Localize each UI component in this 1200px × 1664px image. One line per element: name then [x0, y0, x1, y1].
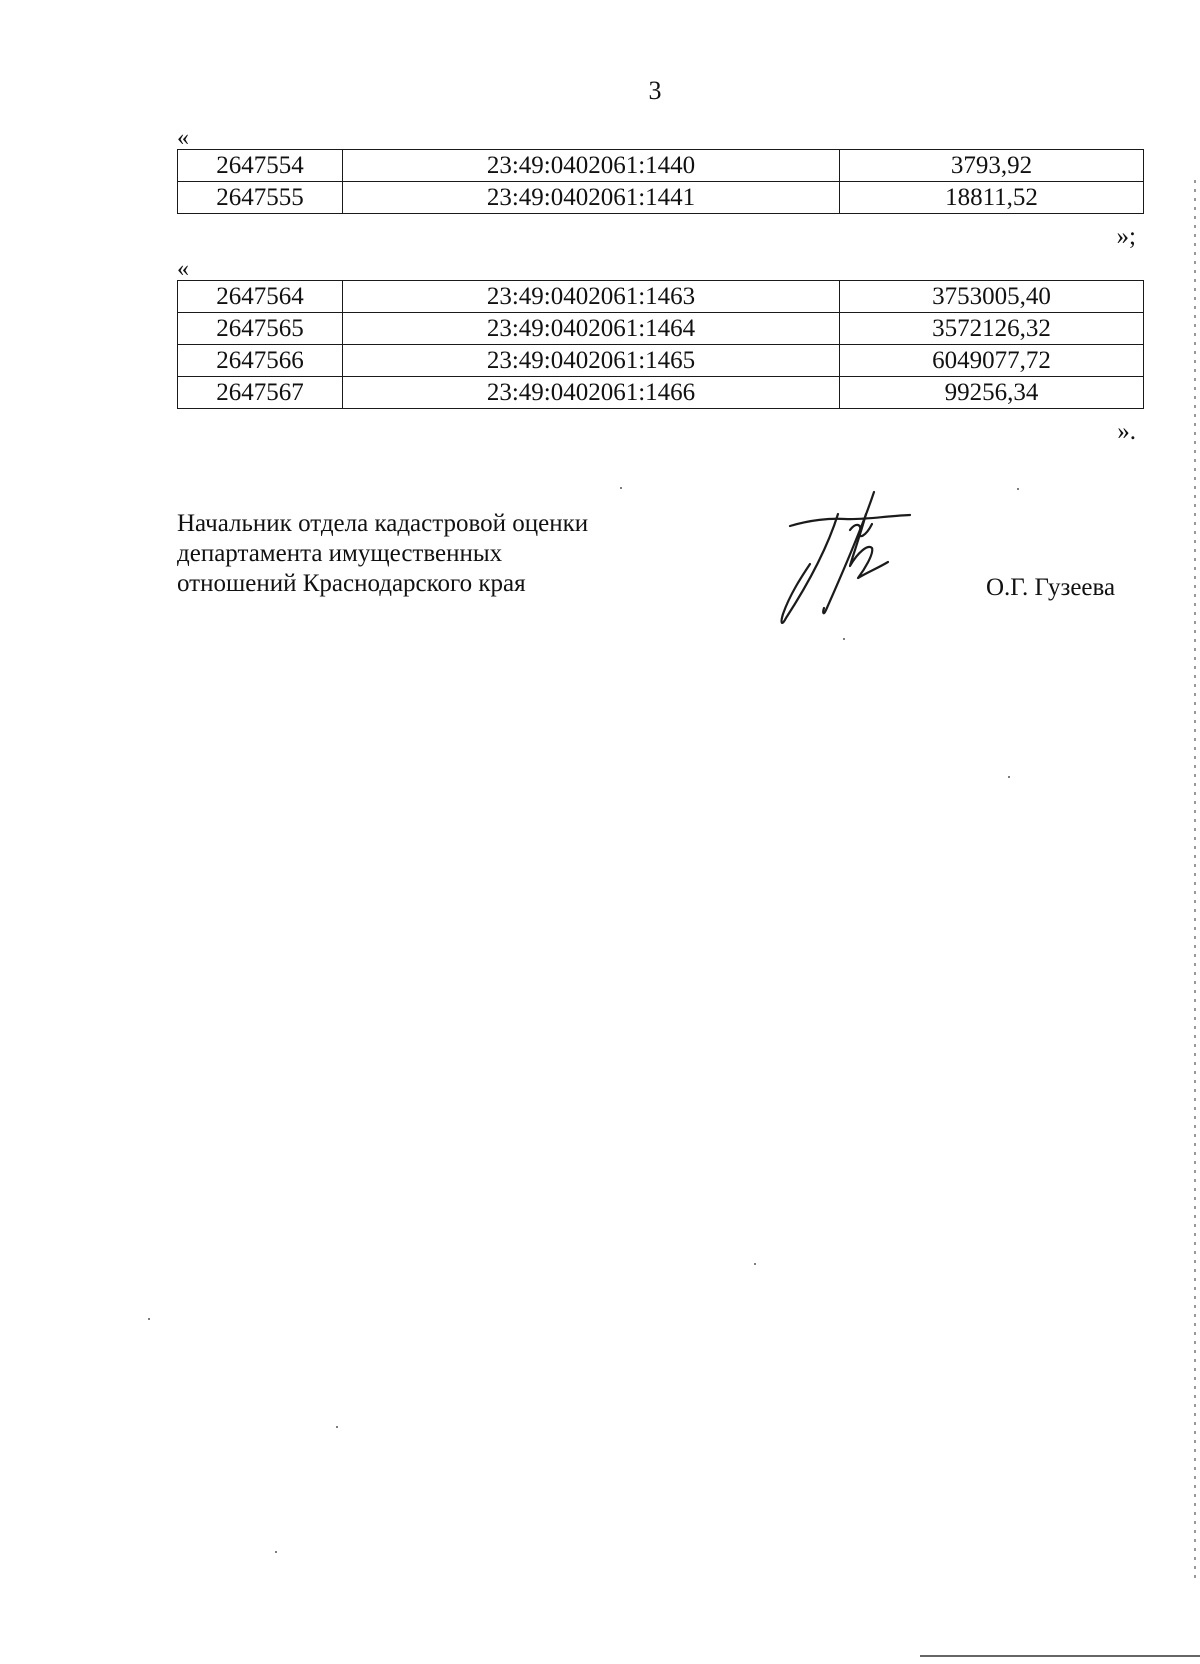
- scan-speck: [275, 1551, 277, 1553]
- cell-cadastral-number: 23:49:0402061:1440: [343, 150, 840, 182]
- scan-speck: [843, 638, 845, 640]
- table-1: [177, 149, 1144, 214]
- cell-cadastral-number: 23:49:0402061:1463: [343, 281, 840, 313]
- table-2: [177, 280, 1144, 409]
- handwritten-signature: [770, 486, 950, 641]
- cell-id: 2647565: [178, 313, 343, 345]
- scan-speck: [754, 1263, 756, 1265]
- cell-value: 18811,52: [840, 182, 1144, 214]
- signer-name: О.Г. Гузеева: [986, 574, 1116, 601]
- table-2-open-quote: «: [177, 256, 189, 282]
- scan-speck: [336, 1426, 338, 1428]
- signer-title-line: департамента имущественных: [177, 540, 503, 567]
- table-row: [178, 281, 1144, 313]
- cell-value: 99256,34: [840, 377, 1144, 409]
- scan-edge-shadow: [920, 1655, 1200, 1657]
- scan-edge-shadow: [1194, 180, 1196, 1580]
- cell-id: 2647567: [178, 377, 343, 409]
- cell-cadastral-number: 23:49:0402061:1464: [343, 313, 840, 345]
- table-row: [178, 182, 1144, 214]
- table-row: [178, 345, 1144, 377]
- table-row: [178, 150, 1144, 182]
- cell-value: 3572126,32: [840, 313, 1144, 345]
- cell-id: 2647555: [178, 182, 343, 214]
- cell-id: 2647566: [178, 345, 343, 377]
- cell-cadastral-number: 23:49:0402061:1465: [343, 345, 840, 377]
- table-1-open-quote: «: [177, 125, 189, 151]
- table-row: [178, 377, 1144, 409]
- scan-speck: [1017, 488, 1019, 490]
- table-2-close-quote: ».: [1117, 418, 1136, 445]
- cell-cadastral-number: 23:49:0402061:1441: [343, 182, 840, 214]
- cell-id: 2647554: [178, 150, 343, 182]
- signer-title: [177, 509, 588, 599]
- page-number: 3: [648, 76, 662, 105]
- signer-title-line: отношений Краснодарского края: [177, 570, 526, 597]
- scan-speck: [1008, 776, 1010, 778]
- signer-title-line: Начальник отдела кадастровой оценки: [177, 510, 589, 537]
- table-row: [178, 313, 1144, 345]
- table-1-close-quote: »;: [1116, 223, 1136, 250]
- cell-id: 2647564: [178, 281, 343, 313]
- cell-value: 3793,92: [840, 150, 1144, 182]
- cell-value: 3753005,40: [840, 281, 1144, 313]
- scan-speck: [620, 487, 622, 489]
- scan-speck: [148, 1318, 150, 1320]
- cell-value: 6049077,72: [840, 345, 1144, 377]
- cell-cadastral-number: 23:49:0402061:1466: [343, 377, 840, 409]
